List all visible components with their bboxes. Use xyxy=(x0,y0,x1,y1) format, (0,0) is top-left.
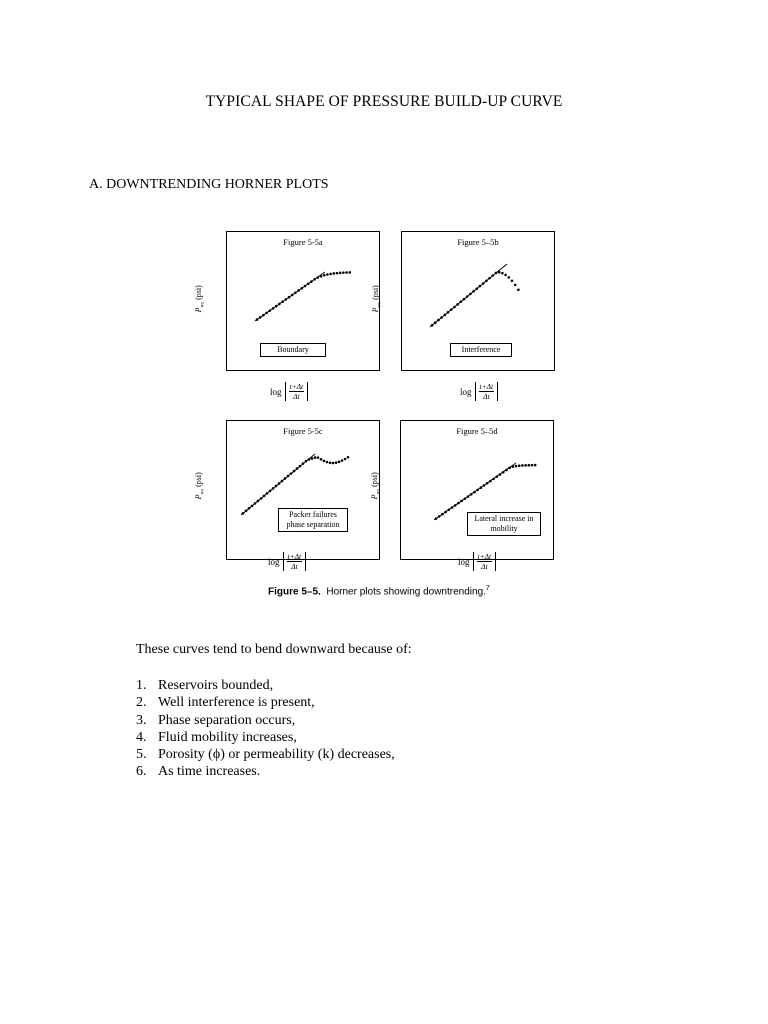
data-point xyxy=(326,461,329,464)
data-point xyxy=(496,475,499,478)
data-point xyxy=(488,277,491,280)
data-points xyxy=(242,456,350,515)
list-item: 3. Phase separation occurs, xyxy=(136,712,296,728)
data-point xyxy=(453,306,456,309)
data-point xyxy=(517,289,520,292)
data-point xyxy=(483,484,486,487)
data-point xyxy=(457,502,460,505)
data-point xyxy=(263,495,266,498)
data-point xyxy=(492,274,495,277)
data-point xyxy=(339,272,342,275)
data-point xyxy=(482,282,485,285)
data-point xyxy=(441,513,444,516)
data-point xyxy=(438,515,441,518)
data-point xyxy=(504,274,507,277)
data-point xyxy=(259,316,262,319)
data-point xyxy=(305,460,308,463)
data-point xyxy=(511,279,514,282)
data-point xyxy=(313,278,316,281)
data-point xyxy=(311,457,314,460)
box-label: Packer failures phase separation xyxy=(278,508,348,532)
data-point xyxy=(515,465,518,468)
y-axis-label: $P_{ws}$ (psi) xyxy=(193,472,206,500)
data-point xyxy=(470,493,473,496)
data-point xyxy=(431,324,434,327)
data-point xyxy=(437,319,440,322)
data-point xyxy=(349,271,352,274)
data-point xyxy=(269,309,272,312)
data-point xyxy=(434,321,437,324)
figure-panel-c xyxy=(226,420,380,560)
data-point xyxy=(278,482,281,485)
data-point xyxy=(492,478,495,481)
data-point xyxy=(242,512,245,515)
list-item: 6. As time increases. xyxy=(136,764,261,780)
data-point xyxy=(262,314,265,317)
data-point xyxy=(518,464,521,467)
data-point xyxy=(297,289,300,292)
data-point xyxy=(476,489,479,492)
list-item: 2. Well interference is present, xyxy=(136,695,315,711)
data-point xyxy=(485,279,488,282)
section-heading: A. DOWNTRENDING HORNER PLOTS xyxy=(89,177,329,192)
data-point xyxy=(278,303,281,306)
data-point xyxy=(524,464,527,467)
list-item: 5. Porosity (ϕ) or permeability (k) decreases, xyxy=(136,747,395,763)
horner-plot-d xyxy=(401,421,555,561)
horner-plot-c xyxy=(227,421,381,561)
data-point xyxy=(290,472,293,475)
y-axis-label: $P_{ws}$ (psi) xyxy=(369,472,382,500)
data-point xyxy=(505,469,508,472)
data-point xyxy=(440,316,443,319)
data-point xyxy=(486,482,489,485)
data-point xyxy=(323,274,326,277)
data-point xyxy=(467,495,470,498)
data-point xyxy=(508,276,511,279)
data-point xyxy=(288,296,291,299)
figure-label: Figure 5-5c xyxy=(283,426,323,436)
data-point xyxy=(499,473,502,476)
data-point xyxy=(521,464,524,467)
reasons-list xyxy=(136,677,395,781)
data-point xyxy=(508,467,511,470)
x-axis-label: log $\frac{t+\Delta t}{\Delta t}$ xyxy=(270,382,308,401)
data-point xyxy=(323,460,326,463)
data-point xyxy=(450,308,453,311)
data-point xyxy=(265,312,268,315)
data-point xyxy=(256,318,259,321)
y-axis-label: $P_{ws}$ (psi) xyxy=(370,285,383,313)
data-point xyxy=(448,508,451,511)
figure-panel-d xyxy=(400,420,554,560)
data-point xyxy=(460,500,463,503)
data-point xyxy=(245,510,248,513)
data-point xyxy=(302,462,305,465)
data-point xyxy=(329,461,332,464)
data-point xyxy=(326,273,329,276)
data-point xyxy=(317,456,320,459)
y-axis-label: $P_{ws}$ (psi) xyxy=(193,285,206,313)
data-point xyxy=(332,462,335,465)
data-point xyxy=(464,497,467,500)
figure-panel-a xyxy=(226,231,380,371)
data-point xyxy=(320,275,323,278)
data-point xyxy=(342,271,345,274)
data-point xyxy=(304,285,307,288)
data-point xyxy=(272,487,275,490)
data-point xyxy=(460,300,463,303)
data-point xyxy=(480,486,483,489)
data-point xyxy=(275,305,278,308)
data-point xyxy=(444,511,447,514)
data-point xyxy=(260,497,263,500)
data-points xyxy=(256,271,351,321)
data-point xyxy=(495,272,498,275)
data-point xyxy=(338,461,341,464)
data-point xyxy=(296,467,299,470)
data-point xyxy=(501,272,504,275)
data-point xyxy=(284,477,287,480)
data-point xyxy=(479,285,482,288)
data-point xyxy=(454,504,457,507)
x-axis-label: log $\frac{t+\Delta t}{\Delta t}$ xyxy=(268,552,306,571)
page-title: TYPICAL SHAPE OF PRESSURE BUILD-UP CURVE xyxy=(205,93,563,110)
data-point xyxy=(266,492,269,495)
data-point xyxy=(502,471,505,474)
data-point xyxy=(514,284,517,287)
data-point xyxy=(472,290,475,293)
data-points xyxy=(431,271,520,327)
data-point xyxy=(476,287,479,290)
x-axis-label: log $\frac{t+\Delta t}{\Delta t}$ xyxy=(458,552,496,571)
data-point xyxy=(275,485,278,488)
data-point xyxy=(469,293,472,296)
data-point xyxy=(447,311,450,314)
data-point xyxy=(248,507,251,510)
data-point xyxy=(308,458,311,461)
data-point xyxy=(341,459,344,462)
data-point xyxy=(269,490,272,493)
figure-label: Figure 5–5b xyxy=(457,237,499,247)
data-point xyxy=(344,458,347,461)
data-point xyxy=(531,464,534,467)
list-item: 4. Fluid mobility increases, xyxy=(136,729,297,745)
data-point xyxy=(291,294,294,297)
box-label: Interference xyxy=(450,343,512,357)
list-item: 1. Reservoirs bounded, xyxy=(136,678,274,693)
data-point xyxy=(498,271,501,274)
figure-label: Figure 5–5d xyxy=(456,426,498,436)
data-point xyxy=(294,291,297,294)
data-point xyxy=(287,475,290,478)
data-point xyxy=(257,500,260,503)
data-point xyxy=(444,314,447,317)
data-point xyxy=(345,271,348,274)
intro-paragraph: These curves tend to bend downward because of: xyxy=(136,642,412,657)
data-point xyxy=(329,273,332,276)
figure-caption: Figure 5–5. Horner plots showing downtrending.$^7$ xyxy=(268,585,490,598)
figure-panel-b xyxy=(401,231,555,371)
data-point xyxy=(281,300,284,303)
data-point xyxy=(272,307,275,310)
data-point xyxy=(512,465,515,468)
data-point xyxy=(254,502,257,505)
data-point xyxy=(336,272,339,275)
figure-label: Figure 5-5a xyxy=(283,237,323,247)
data-point xyxy=(307,282,310,285)
data-point xyxy=(335,461,338,464)
data-point xyxy=(310,280,313,283)
box-label: Lateral increase in mobility xyxy=(467,512,541,536)
data-point xyxy=(528,464,531,467)
box-label: Boundary xyxy=(260,343,326,357)
data-point xyxy=(456,303,459,306)
data-point xyxy=(285,298,288,301)
x-axis-label: log $\frac{t+\Delta t}{\Delta t}$ xyxy=(460,382,498,401)
data-point xyxy=(534,464,537,467)
data-point xyxy=(466,295,469,298)
data-point xyxy=(463,298,466,301)
data-point xyxy=(435,517,438,520)
data-point xyxy=(293,470,296,473)
data-point xyxy=(281,480,284,483)
data-point xyxy=(347,456,350,459)
data-point xyxy=(489,480,492,483)
data-point xyxy=(314,456,317,459)
data-point xyxy=(473,491,476,494)
data-point xyxy=(299,465,302,468)
data-point xyxy=(251,505,254,508)
data-point xyxy=(320,458,323,461)
data-point xyxy=(301,287,304,290)
data-point xyxy=(451,506,454,509)
data-point xyxy=(333,272,336,275)
data-point xyxy=(317,276,320,279)
